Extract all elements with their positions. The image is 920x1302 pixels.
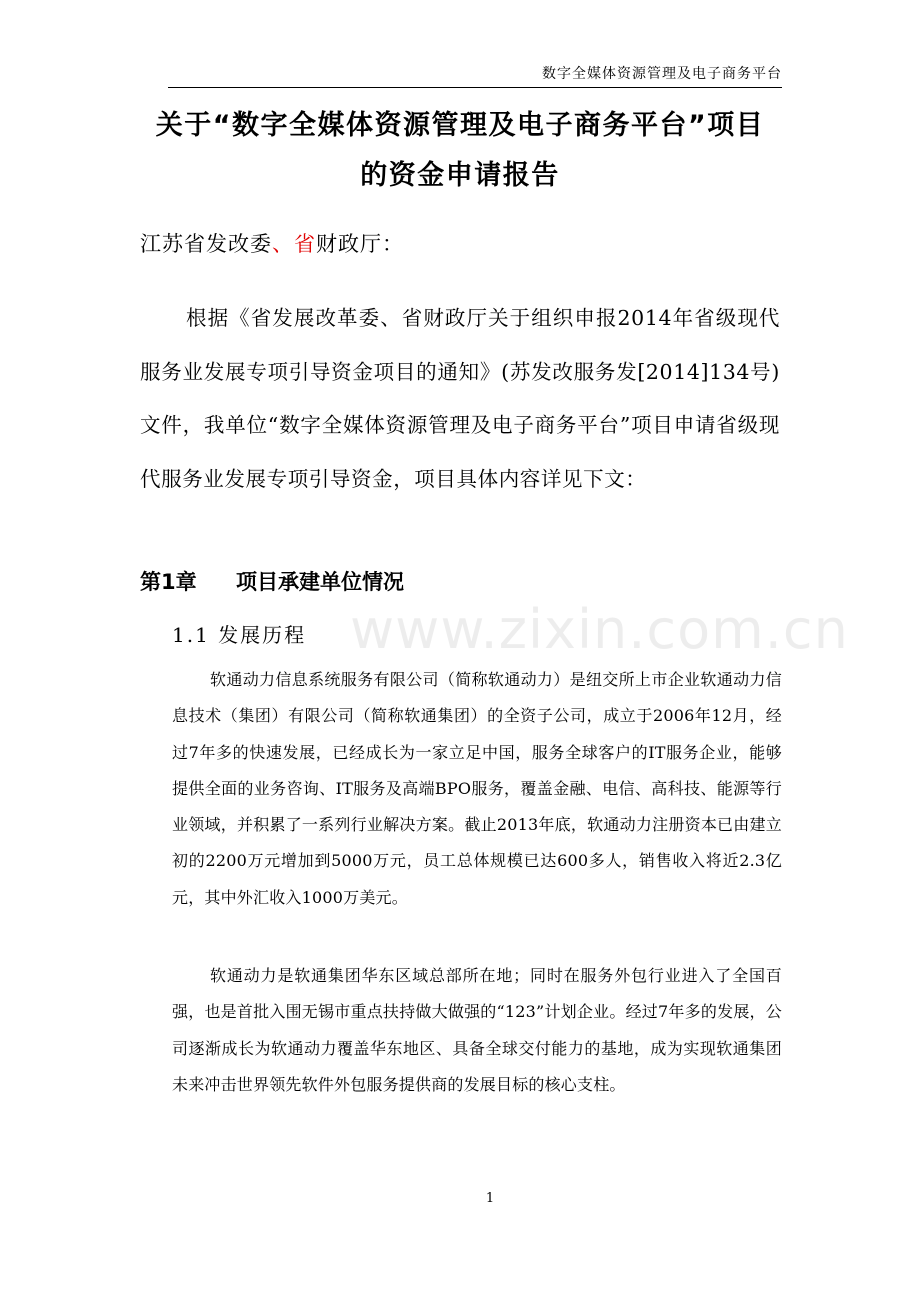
- body-paragraph-1: 软通动力信息系统服务有限公司（简称软通动力）是纽交所上市企业软通动力信息技术（集团）有限公司（简称软通集团）的全资子公司，成立于2006年12月，经过7年多的快速发展，已经成长为一家立足中国，服务全球客户的IT服务企业，能够提供全面的业务咨询、IT服务及高端BPO服务，覆盖金融、电信、高科技、能源等行业领域，并积累了一系列行业解决方案。截止2013年底，软通动力注册资本已由建立初的2200万元增加到5000万元，员工总体规模已达600多人，销售收入将近2.3亿元，其中外汇收入1000万美元。: [172, 670, 782, 907]
- intro-paragraph: 根据《省发展改革委、省财政厅关于组织申报2014年省级现代服务业发展专项引导资金项目的通知》(苏发改服务发[2014]134号)文件，我单位“数字全媒体资源管理及电子商务平台”项目申请省级现代服务业发展专项引导资金，项目具体内容详见下文：: [140, 306, 780, 491]
- page-number: 1: [485, 1191, 495, 1206]
- chapter-number: 第1章: [140, 570, 197, 594]
- salutation-recipient-1: 江苏省发改委: [140, 232, 272, 256]
- running-header: 数字全媒体资源管理及电子商务平台: [542, 66, 782, 82]
- document-title-line-2: 的资金申请报告: [360, 160, 560, 191]
- watermark: www.zixin.com.cn: [350, 598, 849, 661]
- body-paragraph-2: 软通动力是软通集团华东区域总部所在地；同时在服务外包行业进入了全国百强，也是首批入围无锡市重点扶持做大做强的“123”计划企业。经过7年多的发展，公司逐渐成长为软通动力覆盖华东地区、具备全球交付能力的基地，成为实现软通集团未来冲击世界领先软件外包服务提供商的发展目标的核心支柱。: [172, 966, 782, 1094]
- section-heading: 1.1 发展历程: [172, 623, 307, 647]
- chapter-title: 项目承建单位情况: [236, 570, 404, 594]
- salutation-red-mark: 、省: [272, 232, 316, 256]
- chapter-heading: [140, 565, 404, 599]
- salutation: [140, 226, 404, 262]
- header-rule: [168, 87, 782, 88]
- salutation-recipient-2: 财政厅：: [316, 232, 404, 256]
- document-title-line-1: 关于“数字全媒体资源管理及电子商务平台”项目: [155, 110, 765, 141]
